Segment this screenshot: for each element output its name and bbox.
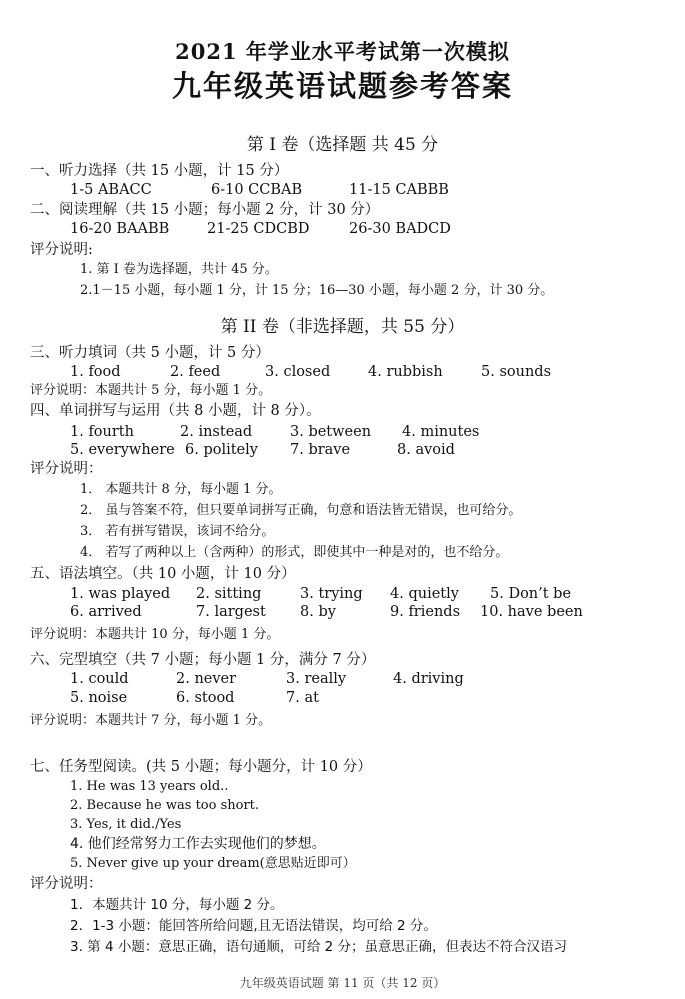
scoring1-label: 评分说明: — [30, 242, 93, 258]
s5-answer-2: 2. sitting — [196, 586, 262, 602]
s6-answer-7: 7. at — [286, 690, 319, 706]
s3-answer-1: 1. food — [70, 364, 121, 380]
section2-heading: 二、阅读理解（共 15 小题；每小题 2 分，计 30 分） — [30, 202, 380, 218]
s6-answer-1: 1. could — [70, 671, 129, 687]
s4-answer-6: 6. politely — [185, 442, 258, 458]
s5-answer-6: 6. arrived — [70, 604, 142, 620]
s4-answer-4: 4. minutes — [402, 424, 480, 440]
s5-answer-10: 10. have been — [480, 604, 583, 620]
s6-scoring-note: 评分说明：本题共计 7 分，每小题 1 分。 — [30, 713, 272, 728]
s3-answer-4: 4. rubbish — [368, 364, 443, 380]
s7-scoring-label: 评分说明： — [30, 876, 103, 892]
part1-title: 第 I 卷（选择题 共 45 分 — [246, 135, 439, 155]
s6-answer-6: 6. stood — [176, 690, 235, 706]
s4-scoring-item-1: 1． 本题共计 8 分，每小题 1 分。 — [80, 482, 282, 497]
section6-heading: 六、完型填空（共 7 小题；每小题 1 分，满分 7 分） — [30, 652, 376, 668]
s2-answer-1: 16-20 BAABB — [70, 221, 170, 237]
section1-heading: 一、听力选择（共 15 小题，计 15 分） — [30, 163, 289, 179]
s5-answer-9: 9. friends — [390, 604, 461, 620]
part2-title: 第 II 卷（非选择题，共 55 分） — [220, 317, 465, 337]
s4-scoring-item-3: 3． 若有拼写错误，该词不给分。 — [80, 524, 275, 539]
s6-answer-4: 4. driving — [393, 671, 464, 687]
s7-scoring-item-3: 3. 第 4 小题：意思正确，语句通顺，可给 2 分；虽意思正确，但表达不符合汉语习 — [70, 939, 568, 955]
s4-answer-3: 3. between — [290, 424, 372, 440]
answer-key-title: 九年级英语试题参考答案 — [171, 69, 513, 103]
s5-scoring-note: 评分说明：本题共计 10 分，每小题 1 分。 — [30, 627, 280, 642]
s5-answer-8: 8. by — [300, 604, 336, 620]
s7-answer-1: 1. He was 13 years old.. — [70, 779, 229, 794]
s6-answer-3: 3. really — [286, 671, 347, 687]
section7-heading: 七、任务型阅读。(共 5 小题；每小题分，计 10 分） — [30, 759, 372, 775]
s7-answer-5: 5. Never give up your dream(意思贴近即可） — [70, 856, 356, 871]
s2-answer-3: 26-30 BADCD — [349, 221, 451, 237]
s2-answer-2: 21-25 CDCBD — [207, 221, 310, 237]
s6-answer-2: 2. never — [176, 671, 237, 687]
s7-scoring-item-1: 1．本题共计 10 分，每小题 2 分。 — [70, 897, 284, 913]
s6-answer-5: 5. noise — [70, 690, 128, 706]
s4-answer-2: 2. instead — [180, 424, 253, 440]
s5-answer-1: 1. was played — [70, 586, 171, 602]
s3-answer-3: 3. closed — [265, 364, 331, 380]
s5-answer-7: 7. largest — [196, 604, 266, 620]
s4-scoring-label: 评分说明： — [30, 461, 103, 477]
scoring1-item-1: 1. 第 I 卷为选择题，共计 45 分。 — [80, 262, 278, 277]
s4-answer-7: 7. brave — [290, 442, 351, 458]
s5-answer-5: 5. Don’t be — [490, 586, 572, 602]
s3-scoring-note: 评分说明：本题共计 5 分，每小题 1 分。 — [30, 383, 272, 398]
s4-answer-8: 8. avoid — [397, 442, 455, 458]
page-footer: 九年级英语试题 第 11 页（共 12 页） — [239, 976, 446, 990]
s1-answer-1: 1-5 ABACC — [70, 182, 152, 198]
s5-answer-4: 4. quietly — [390, 586, 459, 602]
section3-heading: 三、听力填词（共 5 小题，计 5 分） — [30, 345, 270, 361]
s3-answer-5: 5. sounds — [481, 364, 552, 380]
scoring1-item-2: 2.1－15 小题，每小题 1 分，计 15 分；16—30 小题，每小题 2 分，计 30 分。 — [80, 283, 554, 298]
s5-answer-3: 3. trying — [300, 586, 363, 602]
s4-answer-5: 5. everywhere — [70, 442, 175, 458]
s7-answer-2: 2. Because he was too short. — [70, 798, 260, 813]
exam-title: 2021 年学业水平考试第一次模拟 — [175, 39, 510, 64]
s4-scoring-item-2: 2． 虽与答案不符，但只要单词拼写正确，句意和语法皆无错误，也可给分。 — [80, 503, 522, 518]
s7-answer-4: 4. 他们经常努力工作去实现他们的梦想。 — [70, 836, 326, 852]
section5-heading: 五、语法填空。（共 10 小题，计 10 分） — [30, 566, 296, 582]
s3-answer-2: 2. feed — [170, 364, 221, 380]
s1-answer-3: 11-15 CABBB — [349, 182, 449, 198]
s1-answer-2: 6-10 CCBAB — [211, 182, 303, 198]
section4-heading: 四、单词拼写与运用（共 8 小题，计 8 分）。 — [30, 403, 321, 419]
s7-scoring-item-2: 2．1-3 小题：能回答所给问题,且无语法错误，均可给 2 分。 — [70, 918, 437, 934]
s7-answer-3: 3. Yes, it did./Yes — [70, 817, 182, 832]
s4-scoring-item-4: 4． 若写了两种以上（含两种）的形式，即使其中一种是对的，也不给分。 — [80, 545, 509, 560]
s4-answer-1: 1. fourth — [70, 424, 134, 440]
